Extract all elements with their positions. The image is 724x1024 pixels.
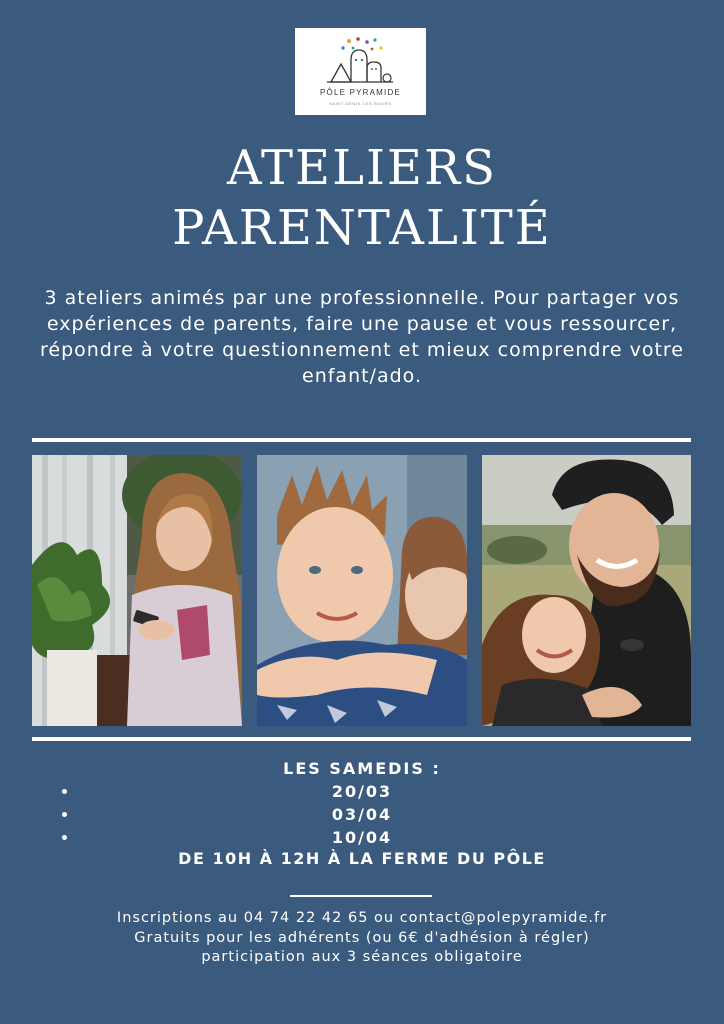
- divider-short: [290, 895, 432, 897]
- photo-two-boys: [257, 455, 467, 726]
- pyramid-logo-icon: [325, 36, 395, 86]
- title-line-1: ATELIERS: [227, 140, 497, 196]
- footer-line-1: Inscriptions au 04 74 22 42 65 ou contact@polepyramide.fr: [116, 910, 608, 926]
- date-value: 03/04: [331, 805, 393, 824]
- logo: [295, 28, 426, 115]
- divider-bottom: [32, 737, 691, 741]
- photo-girl-with-phone: [32, 455, 242, 726]
- bullet-icon: [62, 835, 67, 840]
- title-line-2: PARENTALITÉ: [172, 200, 552, 256]
- list-item: [0, 803, 724, 826]
- dates-heading: LES SAMEDIS :: [283, 759, 441, 778]
- dates-list: [0, 780, 724, 849]
- schedule-text: DE 10H À 12H À LA FERME DU PÔLE: [178, 849, 546, 868]
- footer-info: [20, 909, 704, 968]
- photo-father-daughter: [482, 455, 691, 726]
- intro-text: 3 ateliers animés par une professionnelle. Pour partager vos expériences de parents, faire une pause et vous ressourcer, répondre à votre questionnement et mieux comprendre votre enfant/ado.: [40, 287, 684, 387]
- date-value: 20/03: [331, 782, 393, 801]
- page-title: [0, 138, 724, 258]
- divider-top: [32, 438, 691, 442]
- logo-place: SAINT-DENIS-LES-BOURG: [329, 101, 392, 106]
- date-value: 10/04: [331, 828, 393, 847]
- logo-name: PÔLE PYRAMIDE: [320, 88, 401, 97]
- list-item: [0, 826, 724, 849]
- list-item: [0, 780, 724, 803]
- bullet-icon: [62, 789, 67, 794]
- bullet-icon: [62, 812, 67, 817]
- footer-line-2: Gratuits pour les adhérents (ou 6€ d'adhésion à régler): [134, 929, 590, 946]
- footer-line-3: participation aux 3 séances obligatoire: [201, 949, 523, 965]
